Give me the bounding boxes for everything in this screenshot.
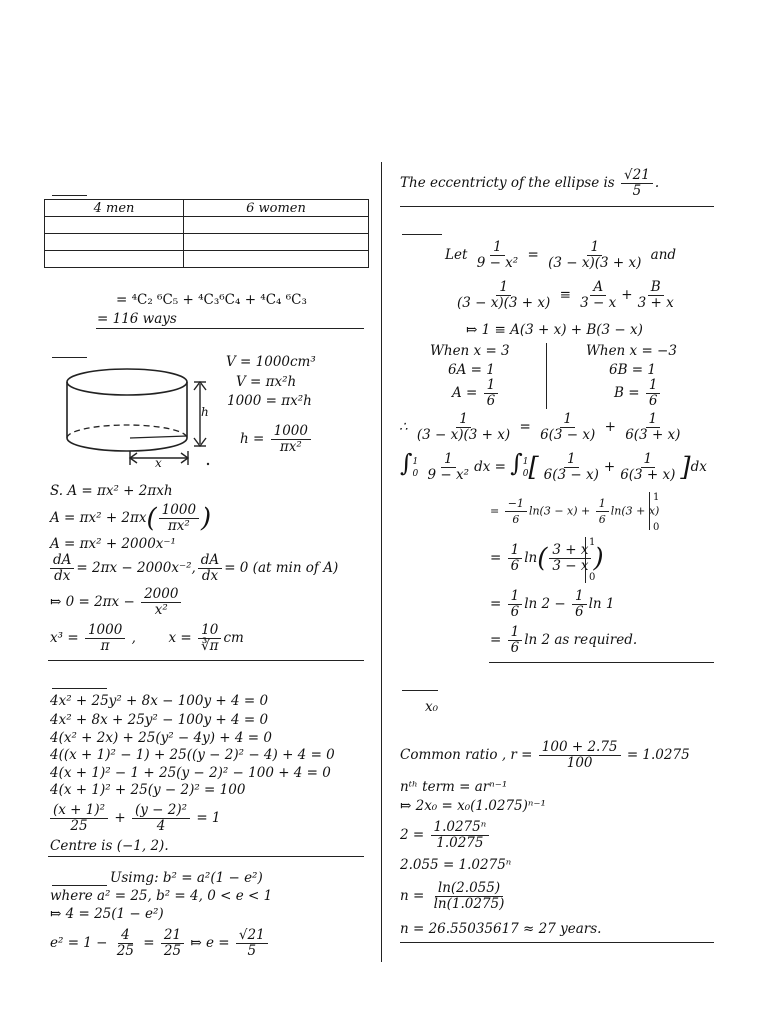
radius-solution: x³ = $\frac{1000}{\pi}$ , x = $\frac{10}{∛\pi}$ cm — [50, 622, 244, 654]
log-solution: n = $\frac{\ln(2.055)}{\ln(1.0275)}$ — [400, 880, 505, 912]
evaluation-bar — [585, 537, 586, 583]
doubling-equation: ⤇ 2x₀ = x₀(1.0275)ⁿ⁻¹ — [400, 798, 546, 814]
case-divider — [546, 343, 547, 409]
evaluation-lower: 0 — [653, 522, 660, 533]
ellipse-step: 4x² + 8x + 25y² − 100y + 4 = 0 — [50, 712, 269, 728]
integral-setup: ∫ 1 0 $\frac{1}{\text{9 − x²}}$ dx = ∫ 1 0 [ $\frac{1}{6(3 - x)}$ + $\frac{1}{6(3 + x)}$ ]dx — [400, 449, 707, 483]
evaluation-upper: 1 — [589, 537, 596, 548]
table-row — [45, 217, 369, 234]
common-ratio: Common ratio , r = $\frac{100 + 2.75}{100}$ = 1.0275 — [400, 739, 690, 771]
eccentricity-result: e² = 1 − $\frac{4}{25}$ = $\frac{21}{25}$ ⤇ e = $\frac{√21}{5}$ — [50, 928, 270, 959]
area-derivative: $\frac{dA}{dx}$ = 2πx − 2000x⁻², $\frac{dA}{dx}$ = 0 (at min of A) — [48, 553, 338, 584]
surface-area-formula: S. A = πx² + 2πxh — [50, 483, 173, 499]
ellipse-step: 4(x + 1)² − 1 + 25(y − 2)² − 100 + 4 = 0 — [50, 765, 331, 781]
case-a-value: A = $\frac{1}{6}$ — [452, 378, 500, 409]
partial-fraction-identity: $\frac{1}{(3 - x)(3 + x)}$ ≡ $\frac{A}{3 - x}$ + $\frac{B}{3 + x}$ — [457, 279, 674, 311]
case-b-value: B = $\frac{1}{6}$ — [614, 378, 662, 409]
section-divider — [400, 206, 714, 207]
radius-label: x — [155, 456, 162, 470]
table-header-women: 6 women — [184, 200, 369, 217]
numerator-identity: ⤇ 1 ≡ A(3 + x) + B(3 − x) — [466, 322, 643, 338]
selection-table — [44, 199, 369, 268]
stationary-point: ⤇ 0 = 2πx − $\frac{2000}{\text{x²}}$ — [50, 587, 183, 618]
eccentricity-values: where a² = 25, b² = 4, 0 < e < 1 — [50, 888, 273, 904]
section-divider — [48, 856, 364, 857]
ellipse-equation: 4x² + 25y² + 8x − 100y + 4 = 0 — [50, 693, 269, 709]
ellipse-centre: Centre is (−1, 2). — [50, 838, 169, 854]
combination-sum: = ⁴C₂ ⁶C₅ + ⁴C₃⁶C₄ + ⁴C₄ ⁶C₃ — [116, 292, 307, 308]
volume-formula: V = πx²h — [236, 374, 297, 390]
eccentricity-formula: Usimg: b² = a²(1 − e²) — [110, 870, 263, 886]
volume-equation: 1000 = πx²h — [227, 393, 312, 409]
log-combined: = $\frac{1}{6}$ ln( $\frac{3 + x}{3 - x}$ ) — [490, 542, 604, 574]
ellipse-step: 4(x + 1)² + 25(y − 2)² = 100 — [50, 782, 246, 798]
area-substitution: A = πx² + 2πx( $\frac{1000}{\text{πx²}}$ ) — [50, 502, 212, 534]
question-number-blank — [402, 690, 438, 691]
evaluation-bar — [649, 492, 650, 530]
height-expression: h = $\frac{1000}{\text{πx²}}$ — [240, 424, 313, 455]
area-simplified: A = πx² + 2000x⁻¹ — [50, 536, 176, 552]
eccentricity-statement: The eccentricty of the ellipse is $\frac{√21}{5}$ . — [400, 167, 660, 199]
question-number-blank — [402, 234, 442, 235]
section-divider — [48, 660, 364, 661]
evaluation-upper: 1 — [653, 492, 660, 503]
section-divider — [400, 942, 714, 943]
combination-result: = 116 ways — [97, 311, 177, 327]
table-row — [45, 234, 369, 251]
log-evaluated: = $\frac{1}{6}$ ln 2 − $\frac{1}{6}$ ln 1 — [490, 588, 615, 620]
table-row — [45, 251, 369, 268]
height-label: h — [201, 405, 209, 419]
case-x-equals-minus-3: When x = −3 — [586, 343, 677, 359]
nth-term-formula: nᵗʰ term = arⁿ⁻¹ — [400, 779, 508, 795]
case-x-equals-3: When x = 3 — [430, 343, 510, 359]
integral-result: = $\frac{1}{6}$ ln 2 as required. — [490, 624, 638, 656]
question-number-blank — [52, 688, 107, 689]
question-number-blank — [52, 885, 107, 886]
ellipse-step: 4(x² + 2x) + 25(y² − 4y) + 4 = 0 — [50, 730, 272, 746]
ellipse-step: 4((x + 1)² − 1) + 25((y − 2)² − 4) + 4 = 0 — [50, 747, 335, 763]
case-6b: 6B = 1 — [609, 362, 656, 378]
table-header-men: 4 men — [45, 200, 184, 217]
power-equation: 2.055 = 1.0275ⁿ — [400, 857, 512, 873]
partial-fraction-setup: Let $\frac{1}{\text{9 − x²}}$ = $\frac{1}{(3 - x)(3 + x)}$ and — [445, 239, 677, 271]
doubling-simplified: 2 = $\frac{\text{1.0275ⁿ}}{1.0275}$ — [400, 820, 491, 851]
question-number-blank — [52, 195, 87, 196]
ellipse-standard-form: $\frac{\text{(x + 1)²}}{25}$ + $\frac{\text{(y − 2)²}}{4}$ = 1 — [48, 803, 221, 834]
section-divider — [96, 328, 364, 329]
antiderivative: = $\frac{-1}{6}$ ln(3 − x) + $\frac{1}{6}$ ln(3 + x) — [490, 497, 660, 526]
question-number-blank — [52, 357, 87, 358]
cylinder-diagram — [60, 362, 220, 474]
eccentricity-substitution: ⤇ 4 = 25(1 − e²) — [50, 906, 164, 922]
section-divider — [489, 662, 714, 663]
column-divider — [381, 162, 382, 962]
initial-amount: x₀ — [425, 699, 439, 715]
evaluation-lower: 0 — [589, 572, 596, 583]
volume-given: V = 1000cm³ — [226, 354, 316, 370]
case-6a: 6A = 1 — [448, 362, 495, 378]
years-result: n = 26.55035617 ≈ 27 years. — [400, 921, 602, 937]
partial-fraction-result: ∴ $\frac{1}{(3 - x)(3 + x)}$ = $\frac{1}{6(3 - x)}$ + $\frac{1}{6(3 + x)}$ — [399, 411, 681, 443]
